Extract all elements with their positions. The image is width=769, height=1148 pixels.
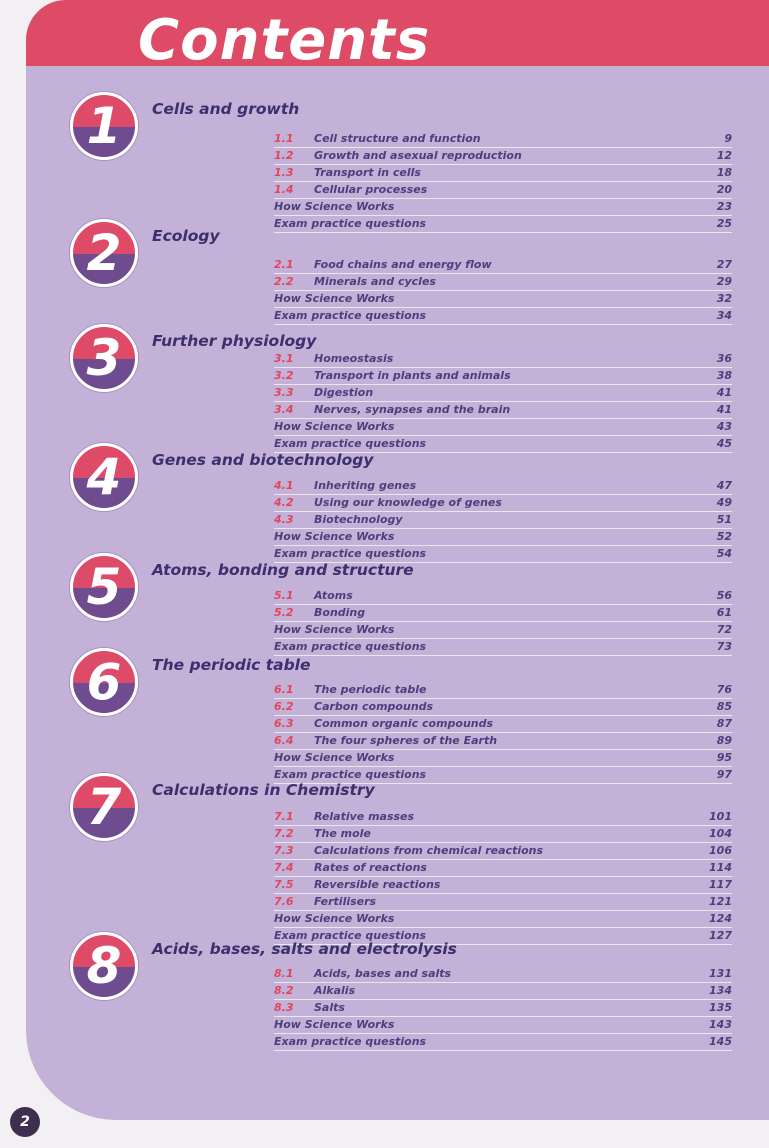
section-label: Relative masses [314,810,415,823]
page-number-badge: 2 [10,1107,40,1137]
chapter-number-badge [70,553,138,621]
section-number: 4.1 [274,479,294,492]
chapter-items [274,682,732,784]
section-number: 7.5 [274,878,294,891]
toc-entry[interactable] [274,385,732,402]
toc-entry[interactable] [274,368,732,385]
toc-entry[interactable] [274,894,732,911]
section-label: Exam practice questions [274,929,427,942]
section-label: Exam practice questions [274,1035,427,1048]
contents-panel [26,0,769,1120]
page-ref: 43 [716,420,732,433]
section-label: Exam practice questions [274,217,427,230]
page-ref: 51 [716,513,732,526]
toc-entry[interactable] [274,512,732,529]
chapter-number-badge [70,443,138,511]
page-ref: 23 [716,200,732,213]
chapter-title: Genes and biotechnology [152,451,374,469]
section-label: Carbon compounds [314,700,434,713]
toc-entry[interactable] [274,860,732,877]
chapter-title: Atoms, bonding and structure [152,561,414,579]
page-ref: 61 [716,606,732,619]
toc-entry[interactable] [274,402,732,419]
section-label: Cell structure and function [314,132,481,145]
title-banner [26,0,769,73]
section-number: 7.2 [274,827,294,840]
section-number: 6.2 [274,700,294,713]
page-ref: 121 [709,895,732,908]
section-number: 3.3 [274,386,294,399]
page-ref: 20 [716,183,732,196]
page-ref: 41 [716,403,732,416]
page-title: Contents [138,8,431,73]
toc-entry[interactable] [274,622,732,639]
toc-entry[interactable] [274,1034,732,1051]
page-ref: 12 [716,149,732,162]
toc-entry[interactable] [274,911,732,928]
chapter-number: 6 [86,653,122,711]
page-ref: 95 [716,751,732,764]
chapter-number-badge [70,219,138,287]
page-ref: 41 [716,386,732,399]
toc-entry[interactable] [274,843,732,860]
toc-entry[interactable] [274,1000,732,1017]
section-label: Alkalis [314,984,356,997]
section-label: Reversible reactions [314,878,441,891]
toc-entry[interactable] [274,1017,732,1034]
section-number: 7.4 [274,861,294,874]
toc-entry[interactable] [274,716,732,733]
section-label: Acids, bases and salts [314,967,452,980]
section-label: How Science Works [274,200,395,213]
section-label: Minerals and cycles [314,275,436,288]
section-number: 8.2 [274,984,294,997]
page-ref: 131 [709,967,732,980]
toc-entry[interactable] [274,291,732,308]
chapter-items [274,966,732,1051]
chapter-title: Further physiology [152,332,317,350]
section-label: Common organic compounds [314,717,494,730]
section-number: 3.1 [274,352,294,365]
section-label: How Science Works [274,530,395,543]
section-number: 2.1 [274,258,294,271]
section-label: Fertilisers [314,895,377,908]
toc-entry[interactable] [274,605,732,622]
section-label: How Science Works [274,912,395,925]
section-label: Exam practice questions [274,768,427,781]
section-number: 6.3 [274,717,294,730]
section-number: 1.4 [274,183,294,196]
section-label: The periodic table [314,683,427,696]
chapter-items [274,131,732,233]
toc-entry[interactable] [274,733,732,750]
toc-entry[interactable] [274,966,732,983]
section-label: Food chains and energy flow [314,258,492,271]
section-number: 7.6 [274,895,294,908]
chapter-number: 5 [86,558,122,616]
chapter-number: 7 [86,778,122,836]
toc-entry[interactable] [274,419,732,436]
chapter-number: 8 [86,937,122,995]
toc-entry[interactable] [274,529,732,546]
chapter-title: Ecology [152,227,220,245]
toc-entry[interactable] [274,131,732,148]
toc-entry[interactable] [274,216,732,233]
section-label: Digestion [314,386,374,399]
toc-entry[interactable] [274,826,732,843]
section-number: 1.3 [274,166,294,179]
section-number: 3.4 [274,403,294,416]
page-ref: 29 [716,275,732,288]
chapter-number-badge [70,932,138,1000]
chapter-number-badge [70,324,138,392]
section-label: Inheriting genes [314,479,417,492]
page-ref: 101 [709,810,732,823]
chapter-title: Calculations in Chemistry [152,781,375,799]
page-ref: 89 [716,734,732,747]
toc-entry[interactable] [274,682,732,699]
chapter-number: 2 [86,224,122,282]
page-ref: 27 [716,258,732,271]
page-ref: 47 [716,479,732,492]
page-ref: 97 [716,768,732,781]
page-ref: 72 [716,623,732,636]
section-label: How Science Works [274,751,395,764]
toc-entry[interactable] [274,148,732,165]
chapter-number-badge [70,92,138,160]
section-label: How Science Works [274,420,395,433]
section-number: 4.2 [274,496,294,509]
page-ref: 34 [716,309,732,322]
chapter-items [274,257,732,325]
toc-entry[interactable] [274,199,732,216]
chapter-number: 4 [86,448,122,506]
page-ref: 49 [716,496,732,509]
section-label: Transport in cells [314,166,421,179]
section-label: Biotechnology [314,513,403,526]
chapter-items [274,351,732,453]
toc-entry[interactable] [274,699,732,716]
page-ref: 135 [709,1001,732,1014]
section-number: 8.1 [274,967,294,980]
section-label: Homeostasis [314,352,394,365]
chapter-number: 1 [86,97,122,155]
section-number: 5.1 [274,589,294,602]
toc-entry[interactable] [274,478,732,495]
toc-entry[interactable] [274,877,732,894]
page-ref: 45 [716,437,732,450]
section-label: Exam practice questions [274,547,427,560]
toc-entry[interactable] [274,308,732,325]
section-number: 1.1 [274,132,294,145]
page-ref: 134 [709,984,732,997]
page-ref: 106 [709,844,732,857]
page-ref: 36 [716,352,732,365]
section-label: Salts [314,1001,345,1014]
section-label: How Science Works [274,623,395,636]
section-label: Using our knowledge of genes [314,496,502,509]
toc-entry[interactable] [274,639,732,656]
page-ref: 32 [716,292,732,305]
toc-entry[interactable] [274,274,732,291]
page-ref: 87 [716,717,732,730]
section-label: Exam practice questions [274,437,427,450]
section-number: 8.3 [274,1001,294,1014]
page-ref: 124 [709,912,732,925]
section-number: 5.2 [274,606,294,619]
section-label: Growth and asexual reproduction [314,149,522,162]
toc-entry[interactable] [274,182,732,199]
toc-entry[interactable] [274,809,732,826]
page-ref: 18 [716,166,732,179]
toc-entry[interactable] [274,750,732,767]
section-label: Atoms [314,589,353,602]
section-label: Nerves, synapses and the brain [314,403,511,416]
section-number: 2.2 [274,275,294,288]
section-label: Bonding [314,606,366,619]
section-label: How Science Works [274,1018,395,1031]
section-number: 7.3 [274,844,294,857]
page-ref: 38 [716,369,732,382]
page-ref: 76 [716,683,732,696]
section-number: 1.2 [274,149,294,162]
section-label: Rates of reactions [314,861,427,874]
section-label: Calculations from chemical reactions [314,844,544,857]
toc-entry[interactable] [274,495,732,512]
page-ref: 9 [724,132,732,145]
section-label: Exam practice questions [274,309,427,322]
section-number: 3.2 [274,369,294,382]
chapter-items [274,588,732,656]
chapter-number: 3 [86,329,122,387]
section-number: 6.1 [274,683,294,696]
section-label: Exam practice questions [274,640,427,653]
section-label: The mole [314,827,371,840]
chapter-number-badge [70,648,138,716]
page-ref: 145 [709,1035,732,1048]
section-label: Cellular processes [314,183,428,196]
chapter-title: Acids, bases, salts and electrolysis [152,940,457,958]
toc-entry[interactable] [274,588,732,605]
chapter-title: Cells and growth [152,100,300,118]
chapter-number-badge [70,773,138,841]
toc-entry[interactable] [274,165,732,182]
page-ref: 114 [709,861,732,874]
toc-entry[interactable] [274,351,732,368]
chapter-items [274,478,732,563]
page-ref: 56 [716,589,732,602]
section-number: 7.1 [274,810,294,823]
chapter-items [274,809,732,945]
page-ref: 85 [716,700,732,713]
section-label: The four spheres of the Earth [314,734,498,747]
page-ref: 104 [709,827,732,840]
toc-entry[interactable] [274,257,732,274]
section-label: Transport in plants and animals [314,369,511,382]
section-number: 6.4 [274,734,294,747]
page-ref: 117 [709,878,732,891]
chapter-title: The periodic table [152,656,311,674]
page-ref: 52 [716,530,732,543]
page-ref: 127 [709,929,732,942]
page-ref: 54 [716,547,732,560]
page-ref: 73 [716,640,732,653]
section-label: How Science Works [274,292,395,305]
section-number: 4.3 [274,513,294,526]
page-ref: 25 [716,217,732,230]
toc-entry[interactable] [274,983,732,1000]
page-ref: 143 [709,1018,732,1031]
